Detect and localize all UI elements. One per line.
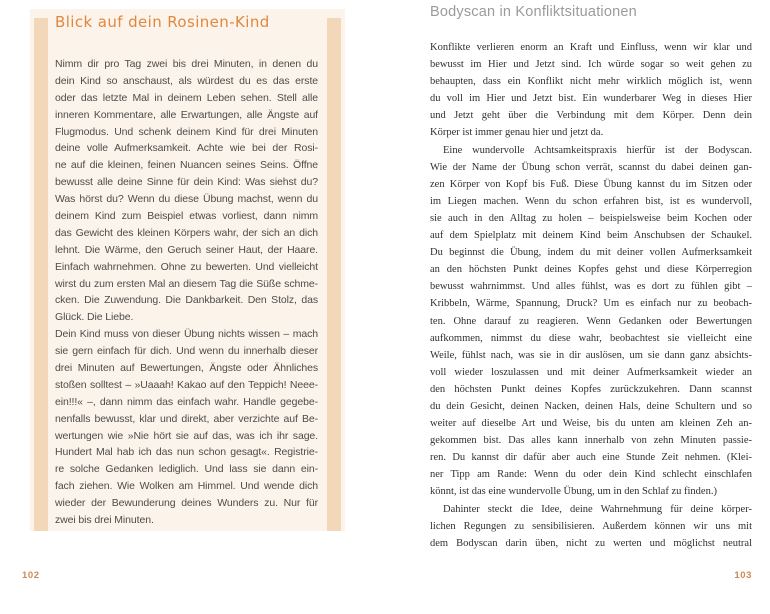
- text-line: bewusst im Hier und Jetzt sind. Ich würde sogar so weit gehen zu: [430, 59, 752, 71]
- text-line: gekommen bist. Das alles kann innerhalb von zehn Minuten passie-: [430, 435, 752, 447]
- body-text: [430, 39, 752, 552]
- text-line: wertungen wie »Nie hört sie auf das, was ich ihr sage.: [55, 429, 318, 442]
- text-line: behaupten, dass ein Konflikt nicht mehr wirklich möglich ist, wenn: [430, 76, 752, 88]
- text-line: Was hörst du? Wenn du diese Übung machst, wenn du: [55, 193, 318, 206]
- text-line: Du beginnst die Übung, indem du mit deiner vollen Aufmerksamkeit: [430, 247, 752, 259]
- text-line: sie gern einfach für dich. Und wenn du innerhalb dieser: [55, 345, 318, 358]
- text-line: Dein Kind muss von dieser Übung nichts wissen – mach: [55, 328, 318, 341]
- text-line: wieder der Bewunderung deines Wunders zu. Nur für: [55, 497, 318, 510]
- exercise-box-title: Blick auf dein Rosinen-Kind: [55, 13, 270, 31]
- text-line: dem Bodyscan darin üben, nicht zu werten und möglichst neutral: [430, 537, 752, 549]
- text-line: ein!!!« –, dann nimm das einfach wahr. Handle gegebe-: [55, 395, 318, 408]
- page-number-right: 103: [734, 570, 752, 581]
- text-line: auf dem Spielplatz mit deinem Kind beim Anschubsen der Schaukel.: [430, 230, 752, 242]
- text-line: du voll im Hier und Jetzt bist. Ein wunderbarer Weg in dieses Hier: [430, 93, 752, 105]
- text-line: könnt, ist das eine wundervolle Übung, um in den Schlaf zu finden.): [430, 486, 717, 498]
- text-line: zen Körper von Kopf bis Fuß. Diese Übung kannst du im Sitzen oder: [430, 178, 752, 190]
- text-line: im Liegen machen. Wenn du schon erfahren bist, ist es wundervoll,: [430, 195, 752, 207]
- text-line: ten. Ohne darauf zu reagieren. Wenn Gedanken oder Bewertungen: [430, 315, 752, 327]
- text-line: oder das letzte Mal in deinem Leben sehen. Stell alle: [55, 91, 318, 104]
- text-line: nenfalls bewusst, klar und direkt, aber verzichte auf Be-: [55, 412, 318, 425]
- text-line: re solche Gedanken lediglich. Und lass sie dann ein-: [55, 463, 318, 476]
- text-line: Wie der Name der Übung schon verrät, scannst du dabei deinen gan-: [430, 161, 752, 173]
- text-line: Hundert Mal hab ich das nun schon gesagt«. Registrie-: [55, 446, 318, 459]
- text-line: voll wieder loszulassen und mit deiner Aufmerksamkeit wieder an: [430, 366, 752, 378]
- text-line: Flugmodus. Und schenk deinem Kind für drei Minuten: [55, 125, 318, 138]
- text-line: lichen Regungen zu sensibilisieren. Außerdem können wir uns mit: [430, 520, 752, 532]
- exercise-box: [30, 9, 345, 531]
- text-line: lehnt. Die Wärme, den Geruch seiner Haut, der Haare.: [55, 243, 318, 256]
- text-line: deine volle Aufmerksamkeit. Achte wie bei der Rosi-: [55, 142, 318, 155]
- text-line: ren. Du kannst dir dafür aber auch eine Stunde Zeit nehmen. (Klei-: [430, 452, 752, 464]
- tape-decoration-right: [327, 18, 341, 531]
- text-line: stoßen solltest – »Uaaah! Kakao auf den Teppich! Neee-: [55, 378, 318, 391]
- page-number-left: 102: [22, 570, 40, 581]
- text-line: sie auch in den Alltag zu holen – beispielsweise beim Kochen oder: [430, 212, 752, 224]
- text-line: den höchsten Punkt deines Kopfes zurückzukehren. Dann scannst: [430, 383, 752, 395]
- tape-decoration-left: [34, 18, 48, 531]
- text-line: inneren Kommentare, alle Erwartungen, alle Ängste auf: [55, 108, 318, 121]
- text-line: ne auf die kleinen, feinen Nuancen seines Seins. Öffne: [55, 159, 318, 172]
- exercise-box-text: [55, 56, 318, 529]
- text-line: dein Kind so anschaust, als würdest du es das erste: [55, 74, 318, 87]
- text-line: deinem Kind zum Beispiel etwas vorliest, dann nimm: [55, 210, 318, 223]
- text-line: du dein Gesicht, deinen Nacken, deinen Hals, deine Schultern und so: [430, 400, 752, 412]
- text-line: Dahinter steckt die Idee, deine Wahrnehmung für deine körper-: [443, 503, 752, 515]
- text-line: Eine wundervolle Achtsamkeitspraxis hierfür ist der Bodyscan.: [443, 144, 752, 156]
- text-line: Konflikte verlieren enorm an Kraft und Einfluss, wenn wir klar und: [430, 42, 752, 53]
- text-line: zwei bis drei Minuten.: [55, 514, 154, 527]
- text-line: drei Minuten auf Bewertungen, Ängste oder Ähnliches: [55, 362, 318, 375]
- text-line: Weile, fühlst nach, was sie in dir auslösen, um sie dann ganz absichts-: [430, 349, 752, 361]
- text-line: bewusst alle deine Sinne für dein Kind: Was siehst du?: [55, 176, 318, 189]
- section-heading: Bodyscan in Konfliktsituationen: [430, 4, 637, 20]
- text-line: das Gewicht des kleinen Körpers wahr, der sich an dich: [55, 226, 318, 239]
- text-line: Glück. Die Liebe.: [55, 311, 134, 324]
- text-line: Einfach wahrnehmen. Ohne zu bewerten. Und vielleicht: [55, 260, 318, 273]
- text-line: weiter auf dieselbe Art und Weise, bis du unten am kleinen Zeh an-: [430, 418, 752, 430]
- text-line: und Jetzt geht über die Verbindung mit dem Körper. Denn dein: [430, 110, 752, 122]
- text-line: ner Tipp am Rande: Wenn du oder dein Kind schlecht einschlafen: [430, 469, 752, 481]
- text-line: Nimm dir pro Tag zwei bis drei Minuten, in denen du: [55, 58, 318, 70]
- text-line: an den höchsten Punkt deines Kopfes gehst und diese Körperregion: [430, 264, 752, 276]
- right-page: [385, 0, 770, 614]
- text-line: Körper ist immer genau hier und jetzt da.: [430, 127, 604, 139]
- text-line: bewusst wahrnimmst. Und alles fühlst, was es dort zu fühlen gibt –: [430, 281, 752, 293]
- text-line: wirst du zum ersten Mal an diesem Tag die Süße schme-: [55, 277, 318, 290]
- text-line: fach ziehen. Wie Wolken am Himmel. Und wende dich: [55, 480, 318, 493]
- text-line: Kribbeln, Wärme, Spannung, Druck? Um es einfach nur zu beobach-: [430, 298, 752, 310]
- text-line: aufkommen, nimmst du diese wahr, beobachtest sie vielleicht eine: [430, 332, 752, 344]
- text-line: cken. Die Zuwendung. Die Dankbarkeit. Den Stolz, das: [55, 294, 318, 307]
